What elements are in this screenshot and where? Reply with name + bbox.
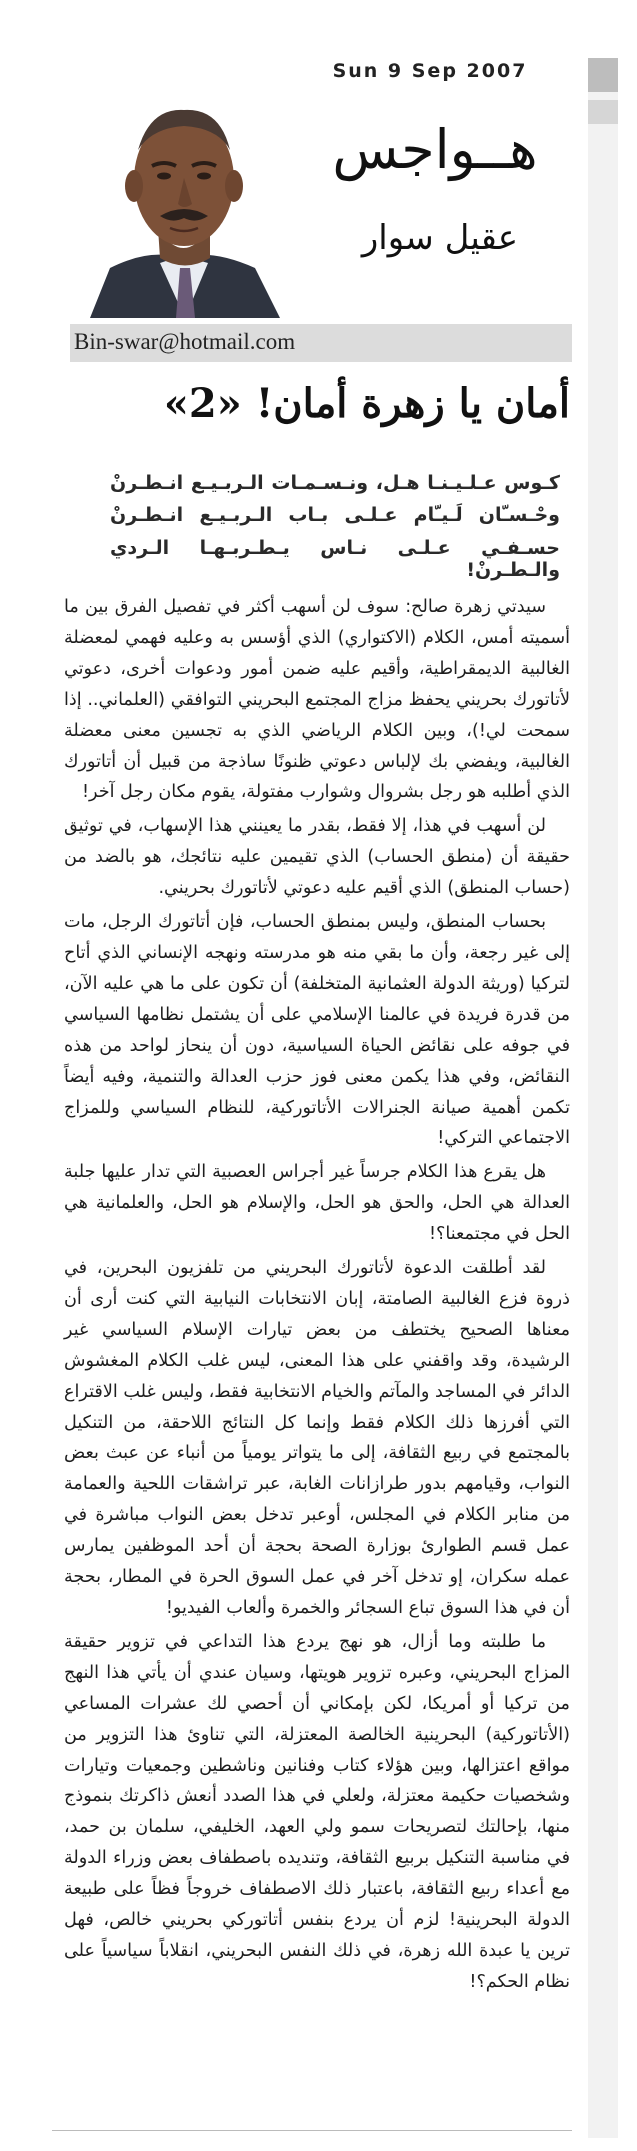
paragraph: لقد أطلقت الدعوة لأتاتورك البحريني من تلفزيون البحرين، في ذروة فزع الغالبية الصامتة، إبان الانتخابات النيابية التي كنت أرى أن معناها الصحيح يختطف من بعض تيارات الإسلام السياسي غير الرشيدة، وقد واقفني على هذا المعنى، ليس غلب الكلام المغشوش الدائر في المساجد والمآتم والخيام الانتخابية فقط، وليس غلب الاقتراع التي أفرزها ذلك الكلام فقط وإنما كل النتائج اللاحقة، من التنكيل بالمجتمع في ربيع الثقافة، إلى ما يتواتر يومياً من أنباء عن عبث بعض النواب، وقيامهم بدور طرازانات الغابة، عبر تراشقات اللحية والعمامة من منابر الكلام في المجلس، أوعبر تدخل بعض النواب مباشرة في عمل قسم الطوارئ بوزارة الصحة بحجة أن أحد الموظفين يمارس عمله سكران، إو تدخل آخر في عمل السوق الحرة في المطار، بحجة أن في هذا السوق تباع السجائر والخمرة وألعاب الفيديو! xyxy=(64,1258,570,1618)
bottom-divider xyxy=(52,2130,572,2131)
author-portrait xyxy=(80,68,290,318)
paragraph: لن أسهب في هذا، إلا فقط، بقدر ما يعينني هذا الإسهاب، في توثيق حقيقة أن (منطق الحساب) الذي تقيمين عليه نتائجك، هو بالضد من (حساب المنطق) الذي أقيم عليه دعوتي لأتاتورك بحريني. xyxy=(64,816,570,899)
author-name: عقيل سوار xyxy=(361,218,519,258)
poem-line-1: كـوس عـلـيـنـا هـل، ونـسـمـات الـربـيـع انـطـرنْ xyxy=(110,472,560,494)
poem-line-3: حسـفـي عـلـى نـاس يـطـربـهـا الـردي والـطـرنْ! xyxy=(110,537,560,581)
scrollbar-segment xyxy=(588,100,618,124)
author-email[interactable]: Bin-swar@hotmail.com xyxy=(74,329,296,354)
article-headline: أمان يا زهرة أمان! «2» xyxy=(163,380,570,427)
poem-line-2: وحْـسـّان لَـيـّام عـلـى بـاب الـربـيـع انـطـرنْ xyxy=(110,504,560,526)
paragraph: ما طلبته وما أزال، هو نهج يردع هذا التداعي في تزوير حقيقة المزاج البحريني، وعبره تزوير هويتها، وسيان عندي أن يأتي هذا النهج من تركيا أو أمريكا، لكن بإمكاني أن أحصي لك عشرات المساعي (الأتاتوركية) البحرينية الخالصة المعتزلة، التي تناوئ هذا التزوير من مواقع اعتزالها، وبين هؤلاء كتاب وفنانين وناشطين وجمعيات وتيارات وشخصيات حكيمة معتزلة، ولعلي في هذا الصدد أنعش ذاكرتك بنموذج منها، بإحالتك لتصريحات سمو ولي العهد، الخليفي، سلمان بن حمد، في مناسبة التنكيل بربيع الثقافة، وتنديده باصطفاف بعض وزراء الدولة مع أعداء ربيع الثقافة، باعتبار ذلك الاصطفاف خروجاً فظاً على طبيعة الدولة البحرينية! لزم أن يردع بنفس أتاتوركي بحريني خالص، فهل ترين يا عبدة الله زهرة، في ذلك النفس البحريني، انقلاباً سياسياً على نظام الحكم؟! xyxy=(64,1631,570,1992)
paragraph: بحساب المنطق، وليس بمنطق الحساب، فإن أتاتورك الرجل، مات إلى غير رجعة، وأن ما بقي منه هو مدرسته ونهجه الإنساني الذي أتاح لتركيا (وريثة الدولة العثمانية المتخلفة) أن تكون على ما هي عليه الآن، من قدرة فريدة في عالمنا الإسلامي على أن يشتمل نظامها السياسي في جوفه على نقائض الحياة السياسية، دون أن ينحاز لواحد من هذه النقائض، وفي هذا يكمن معنى فوز حزب العدالة والتنمية، وفيه أيضاً تكمن أهمية صيانة الجنرالات الأتاتوركية، للنظام السياسي وللمزاج الاجتماعي التركي! xyxy=(64,912,570,1149)
article-body xyxy=(64,592,570,2001)
scrollbar-track[interactable] xyxy=(588,58,618,2138)
scrollbar-thumb[interactable] xyxy=(588,58,618,92)
column-title: هــواجس xyxy=(332,118,538,181)
paragraph: هل يقرع هذا الكلام جرساً غير أجراس العصبية التي تدار عليها جلبة العدالة هي الحل، والحق هو الحل، والإسلام هو الحل، والعلمانية هي الحل في مجتمعنا؟! xyxy=(64,1162,570,1245)
paragraph: سيدتي زهرة صالح: سوف لن أسهب أكثر في تفصيل الفرق بين ما أسميته أمس، الكلام (الاكتواري) الذي أؤسس به وعليه فهمي لمعضلة الغالبية الديمقراطية، وأقيم عليه ضمن أمور ودعوات أخرى، دعوتي لأتاتورك بحريني يحفظ مزاج المجتمع البحريني التوافقي (العلماني.. إذا سمحت لي!)، وبين الكلام الرياضي الذي به تجسين معنى معضلة الغالبية، ويفضي بك لإلباس دعوتي ظنونًا ساذجة من قبيل أن أتاتورك الذي أطلبه هو رجل بشروال وشوارب مفتولة، يقوم مكان رجل آخر! xyxy=(64,597,570,803)
issue-date: Sun 9 Sep 2007 xyxy=(332,60,528,82)
